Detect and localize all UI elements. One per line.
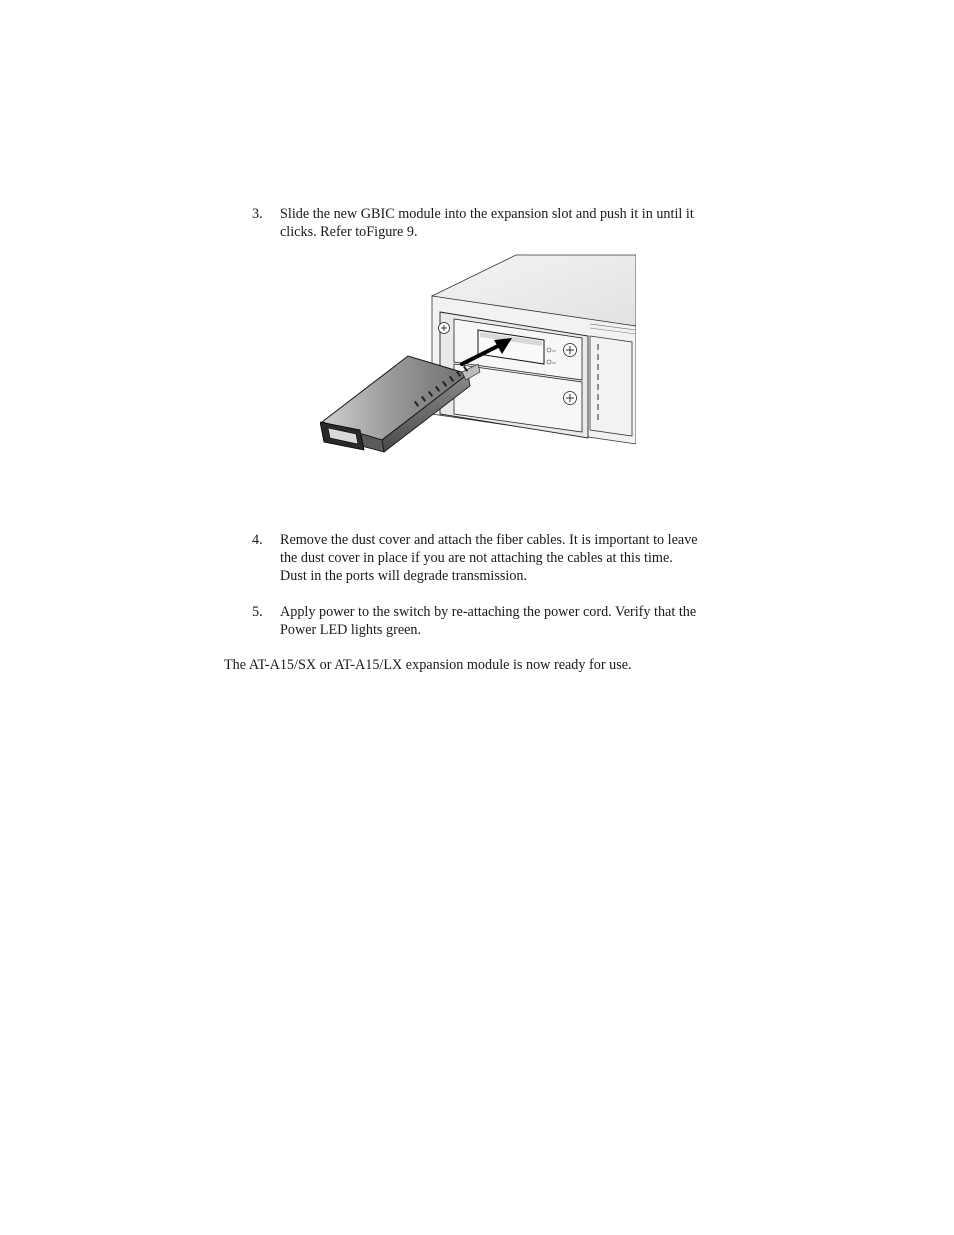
step-text-line: Dust in the ports will degrade transmission. [280,568,528,585]
closing-paragraph: The AT-A15/SX or AT-A15/LX expansion module is now ready for use. [224,657,632,673]
step-text-line: the dust cover in place if you are not attaching the cables at this time. [280,550,673,567]
step-number: 5. [252,604,263,620]
step-text-line: Slide the new GBIC module into the expansion slot and push it in until it [280,206,694,222]
gbic-insertion-figure [320,254,636,454]
step-text [280,531,732,586]
step-text-line: Power LED lights green. [280,622,422,639]
step-text [280,205,732,241]
step-text-line: Apply power to the switch by re-attaching the power cord. Verify that the [280,604,697,620]
step-text-line: Remove the dust cover and attach the fiber cables. It is important to leave [280,532,698,548]
step-number: 3. [252,206,263,222]
step-number: 4. [252,532,263,548]
step-text-line: clicks. Refer toFigure 9. [280,224,418,241]
step-text [280,603,732,639]
gbic-module-insertion-icon [320,254,636,454]
